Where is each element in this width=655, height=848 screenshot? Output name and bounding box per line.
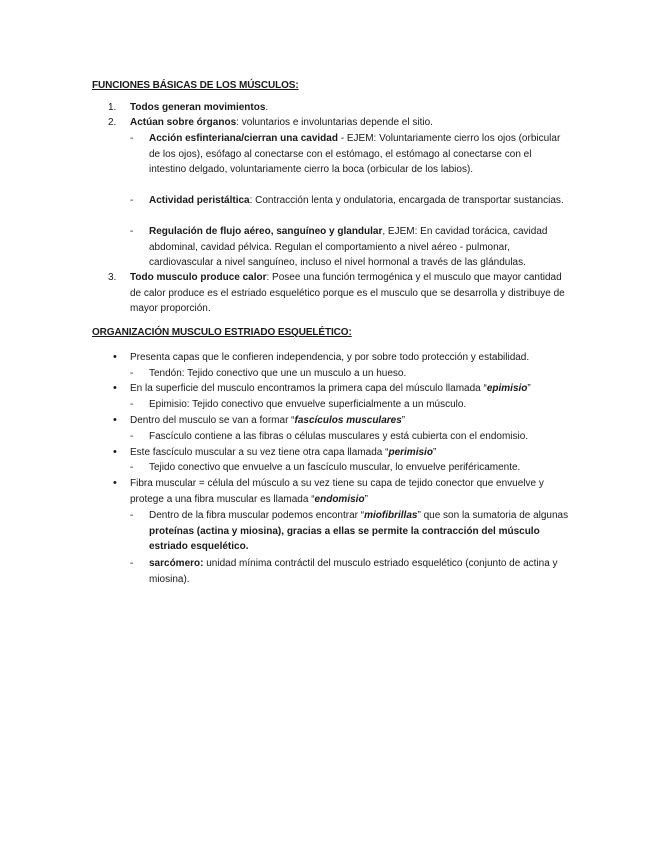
list-item-2 — [130, 115, 570, 131]
list-item-1 — [130, 100, 570, 116]
text-run: Dentro del musculo se van a formar “ — [130, 415, 295, 426]
list-item-3 — [130, 270, 570, 317]
sub-item-sarcomero — [149, 556, 569, 587]
item-bold: Todos generan movimientos — [130, 102, 266, 113]
bullet-item-epimisio — [130, 381, 570, 397]
sub-item-bold: Actividad peristáltica — [149, 195, 250, 206]
bullet-item-capas: Presenta capas que le confieren independencia, y por sobre todo protección y estabilidad. — [130, 352, 530, 363]
list-number: 3. — [108, 272, 117, 283]
text-run: ” — [364, 493, 368, 505]
dash-marker: - — [130, 195, 134, 206]
item-text: : voluntarios e involuntarias depende el sitio. — [236, 117, 433, 128]
bullet-marker: • — [113, 414, 117, 426]
text-run: Fibra muscular = célula del músculo a su vez tiene su capa de tejido conector que envuelve y protege a una fibra muscular es llamada “ — [130, 478, 544, 505]
section-heading-funciones: FUNCIONES BÁSICAS DE LOS MÚSCULOS: — [92, 80, 299, 91]
sub-item-fasciculo: Fascículo contiene a las fibras o células musculares y está cubierta con el endomisio. — [149, 431, 529, 442]
sub-item-esfinteriana — [149, 131, 569, 178]
sub-item-peristaltica — [149, 193, 569, 209]
sub-item-text: - EJEM: Voluntariamente cierro los ojos (orbicular de los ojos), esófago al conectarse con el estómago, el estómago al conectarse con el intestino delgado, voluntariamente cierro la boca (orbicular de los labios). — [149, 133, 561, 175]
emphasis-epimisio: epimisio — [486, 383, 528, 394]
dash-marker: - — [130, 431, 134, 442]
dash-marker: - — [130, 399, 134, 410]
sub-item-epimisio: Epimisio: Tejido conectivo que envuelve superficialmente a un músculo. — [149, 399, 467, 410]
bullet-item-fibra — [130, 476, 570, 507]
sub-item-bold: Acción esfinteriana/cierran una cavidad — [149, 133, 338, 144]
term-sarcomero: sarcómero: — [149, 558, 204, 569]
text-run: Dentro de la fibra muscular podemos encontrar “ — [149, 510, 365, 521]
dash-marker: - — [130, 133, 134, 144]
item-bold: Actúan sobre órganos — [130, 117, 237, 128]
text-run: ” — [432, 447, 437, 458]
bullet-marker: • — [113, 446, 117, 458]
text-run-bold: proteínas (actina y miosina), gracias a ellas se permite la contracción del músculo estriado esquelético. — [149, 525, 540, 552]
list-number: 2. — [108, 117, 117, 128]
text-run: ” que son la sumatoria de algunas — [417, 510, 569, 521]
emphasis-miofibrillas: miofibrillas — [364, 510, 418, 521]
sub-item-text: , EJEM: En cavidad torácica, cavidad abdominal, cavidad pélvica. Regulan el comportamiento a nivel aéreo - pulmonar, cardiovascular a nivel sanguíneo, incluso el nivel hormonal a través de las glándulas. — [149, 226, 548, 268]
sub-item-bold: Regulación de flujo aéreo, sanguíneo y glandular — [149, 226, 383, 237]
emphasis-endomisio: endomisio — [314, 493, 365, 505]
list-number: 1. — [108, 102, 117, 113]
bullet-item-perimisio — [130, 445, 570, 461]
emphasis-perimisio: perimisio — [388, 447, 433, 458]
text-run: unidad mínima contráctil del musculo estriado esquelético (conjunto de actina y miosina). — [149, 558, 558, 585]
dash-marker: - — [130, 558, 134, 569]
section-heading-organizacion: ORGANIZACIÓN MUSCULO ESTRIADO ESQUELÉTICO: — [92, 327, 352, 338]
dash-marker: - — [130, 226, 134, 237]
emphasis-fasciculos: fascículos musculares — [294, 415, 402, 426]
dash-marker: - — [130, 368, 134, 379]
sub-item-tendon: Tendón: Tejido conectivo que une un musculo a un hueso. — [149, 368, 407, 379]
text-run: En la superficie del musculo encontramos la primera capa del músculo llamada “ — [130, 383, 487, 394]
item-text: . — [265, 102, 269, 113]
item-text: : Posee una función termogénica y el musculo que mayor cantidad de calor produce es el estriado esquelético porque es el musculo que se desarrolla y distribuye de mayor proporción. — [130, 272, 565, 314]
bullet-marker: • — [113, 382, 117, 394]
item-bold: Todo musculo produce calor — [130, 272, 267, 283]
dash-marker: - — [130, 510, 134, 521]
text-run: ” — [401, 415, 406, 426]
bullet-marker: • — [113, 351, 117, 363]
sub-item-text: : Contracción lenta y ondulatoria, encargada de transportar sustancias. — [249, 195, 564, 206]
bullet-marker: • — [113, 477, 117, 489]
dash-marker: - — [130, 462, 134, 473]
sub-item-miofibrillas — [149, 508, 569, 555]
text-run: Este fascículo muscular a su vez tiene otra capa llamada “ — [130, 447, 389, 458]
sub-item-tejido-conectivo: Tejido conectivo que envuelve a un fascículo muscular, lo envuelve periféricamente. — [149, 462, 521, 473]
bullet-item-fasciculos — [130, 413, 570, 429]
text-run: ” — [527, 383, 531, 394]
sub-item-regulacion — [149, 224, 569, 271]
